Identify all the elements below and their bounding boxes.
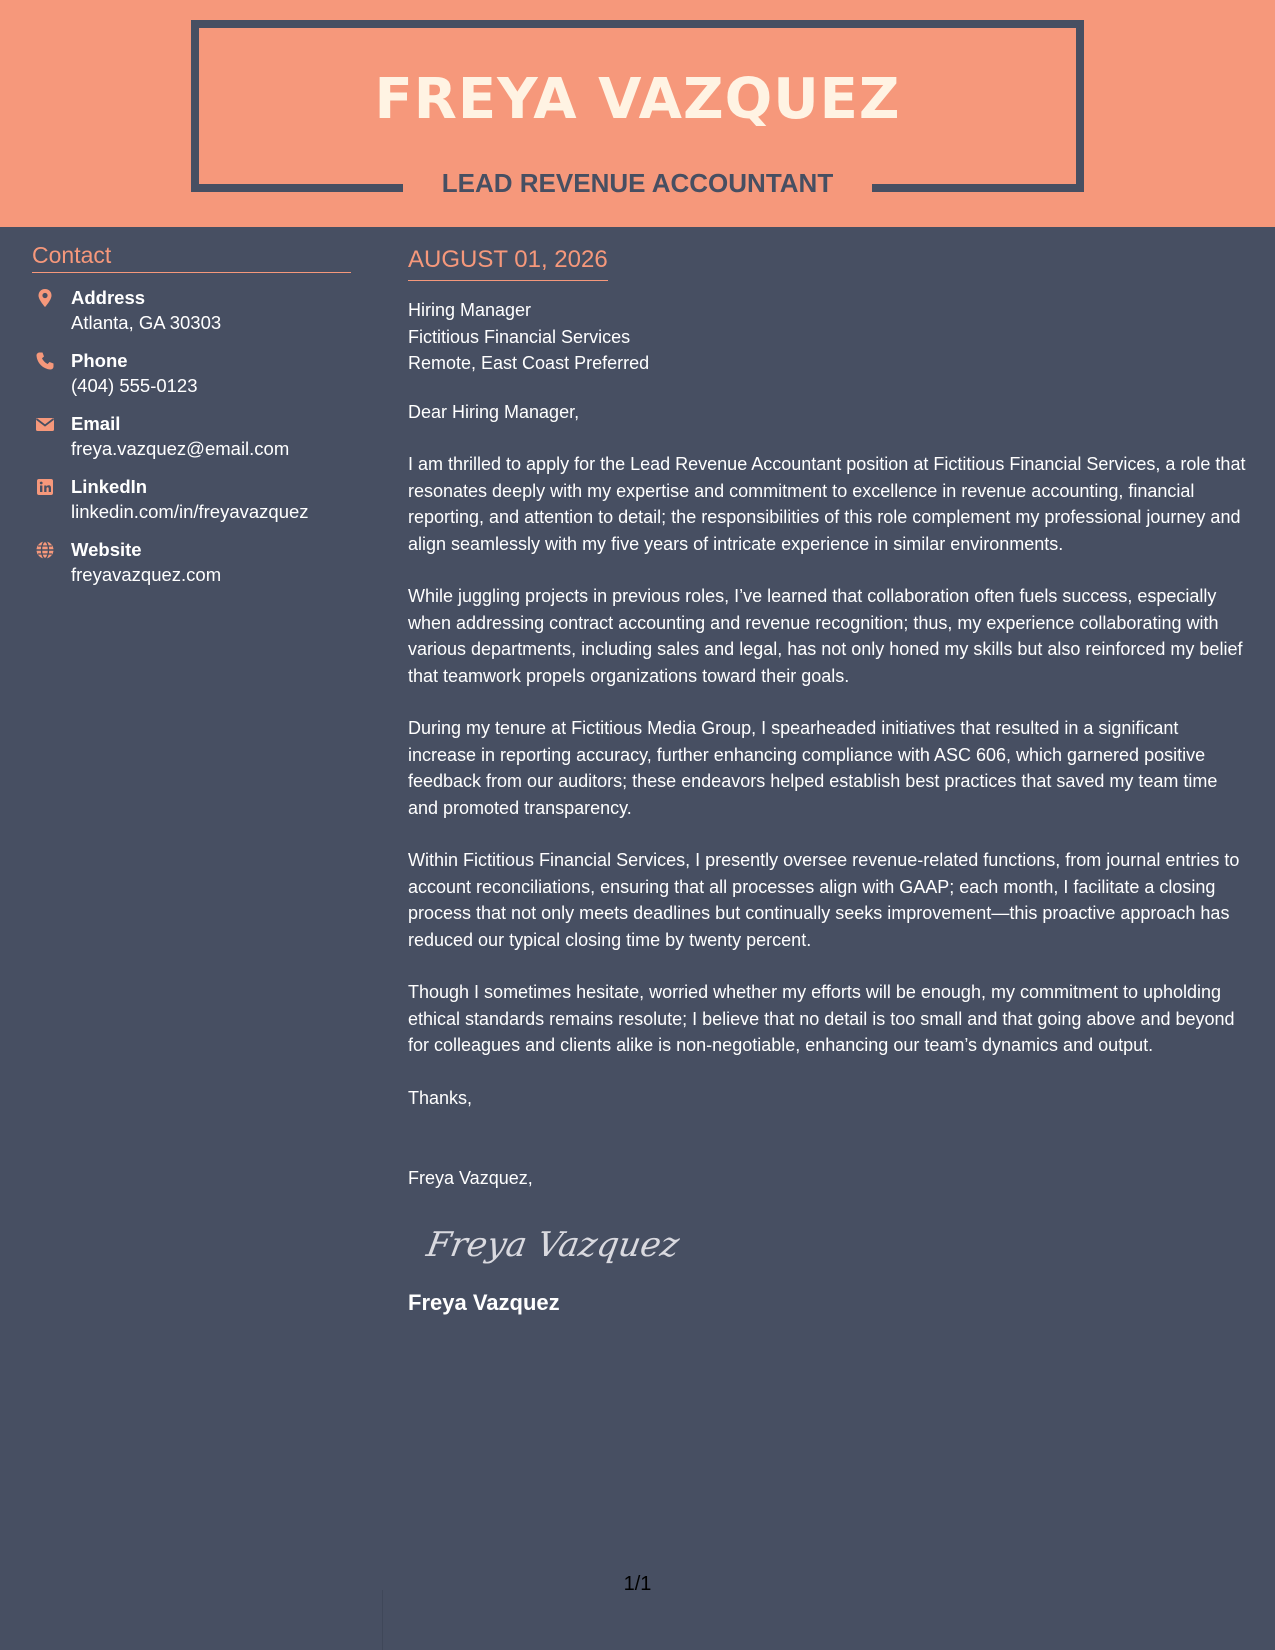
header-banner — [0, 0, 1275, 227]
letter-paragraph: Though I sometimes hesitate, worried whether my efforts will be enough, my commitment to upholding ethical standards remains resolute; I believe that no detail is too small and that going above and beyond for colleagues and clients alike is non-negotiable, enhancing our team’s dynamics and output. — [408, 982, 1235, 1055]
column-divider — [382, 1590, 383, 1650]
contact-label: LinkedIn — [71, 476, 148, 497]
contact-label: Website — [71, 539, 142, 560]
contact-item-phone — [32, 348, 351, 411]
contact-label: Address — [71, 287, 146, 308]
email-icon — [35, 414, 55, 434]
contact-label: Phone — [71, 350, 128, 371]
contact-item-website — [32, 537, 351, 600]
globe-icon — [35, 540, 55, 560]
signature-image — [423, 1218, 1246, 1272]
map-pin-icon — [35, 288, 55, 308]
recipient-line: Fictitious Financial Services — [408, 326, 631, 347]
recipient-line: Hiring Manager — [408, 300, 532, 320]
letter-paragraph: I am thrilled to apply for the Lead Revenue Accountant position at Fictitious Financial Services, a role that resonates deeply with my expertise and commitment to excellence in revenue accounting, financial reporting, and attention to detail; the responsibilities of this role complement my professional journey and align seamlessly with my five years of intricate experience in similar environments. — [408, 454, 1246, 554]
typed-name: Freya Vazquez — [408, 1289, 560, 1315]
applicant-name: FREYA VAZQUEZ — [374, 67, 901, 132]
signoff: Freya Vazquez, — [408, 1168, 533, 1188]
page-number: 1/1 — [623, 1573, 652, 1595]
contact-item-address — [32, 285, 351, 348]
contact-item-linkedin — [32, 474, 351, 537]
linkedin-value[interactable]: linkedin.com/in/freyavazquez — [71, 501, 309, 522]
address-value: Atlanta, GA 30303 — [71, 312, 222, 333]
letter-body — [408, 244, 1246, 1318]
contact-sidebar — [32, 240, 351, 600]
contact-item-email — [32, 411, 351, 474]
contact-list — [32, 285, 351, 600]
recipient-block — [408, 297, 1246, 377]
contact-label: Email — [71, 413, 121, 434]
phone-value: (404) 555-0123 — [71, 375, 198, 396]
job-title: LEAD REVENUE ACCOUNTANT — [441, 168, 834, 198]
letter-paragraph: While juggling projects in previous roles, I’ve learned that collaboration often fuels success, especially when addressing contract accounting and revenue recognition; thus, my experience collaborating with various departments, including sales and legal, has not only honed my skills but also reinforced my belief that teamwork propels organizations toward their goals. — [408, 586, 1243, 686]
phone-icon — [35, 351, 55, 371]
letter-date: AUGUST 01, 2026 — [408, 244, 608, 281]
contact-heading: Contact — [32, 240, 351, 273]
salutation: Dear Hiring Manager, — [408, 401, 580, 422]
recipient-line: Remote, East Coast Preferred — [408, 353, 650, 373]
linkedin-icon — [35, 477, 55, 497]
website-value[interactable]: freyavazquez.com — [71, 564, 222, 585]
email-value[interactable]: freya.vazquez@email.com — [71, 438, 290, 459]
closing: Thanks, — [408, 1087, 473, 1108]
letter-paragraph: During my tenure at Fictitious Media Group, I spearheaded initiatives that resulted in a significant increase in reporting accuracy, further enhancing compliance with ASC 606, which garnered positive feedback from our auditors; these endeavors helped establish best practices that saved my team time and promoted transparency. — [408, 718, 1218, 818]
letter-paragraph: Within Fictitious Financial Services, I presently oversee revenue-related functions, from journal entries to account reconciliations, ensuring that all processes align with GAAP; each month, I facilitate a closing process that not only meets deadlines but continually seeks improvement—this proactive approach has reduced our typical closing time by twenty percent. — [408, 850, 1240, 950]
svg-text:Freya Vazquez: Freya Vazquez — [423, 1224, 683, 1265]
